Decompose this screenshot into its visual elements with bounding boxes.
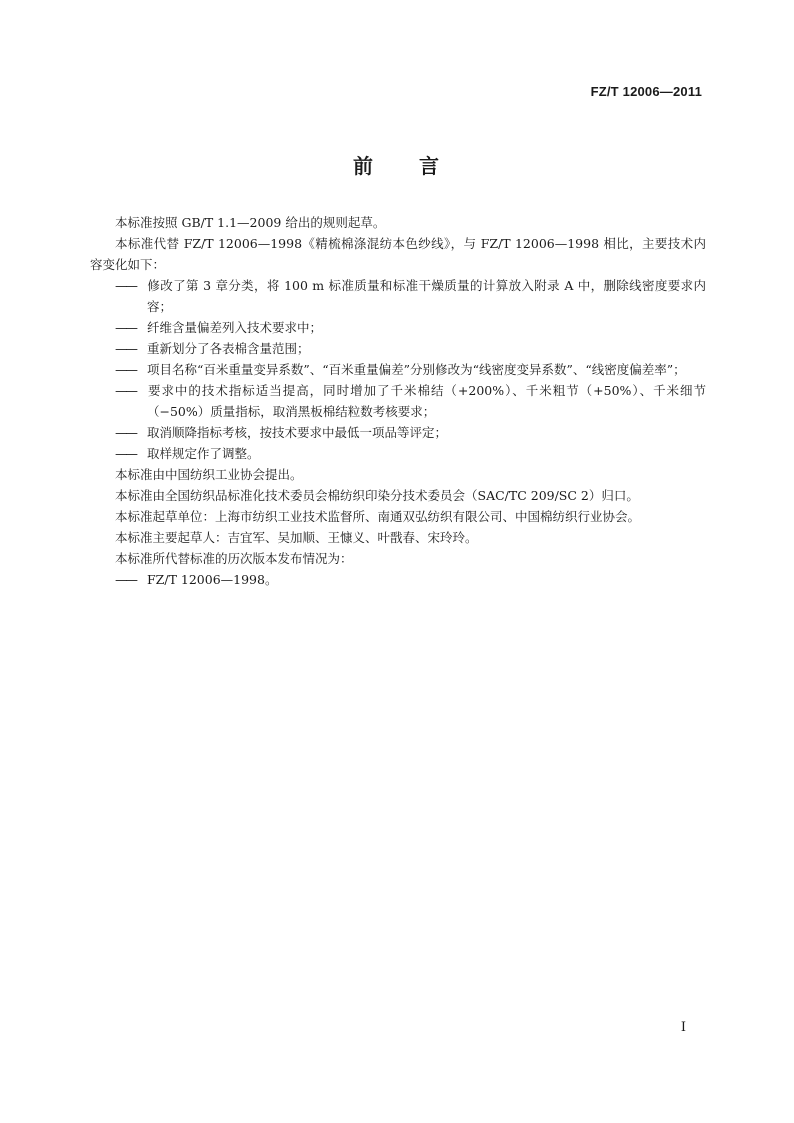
paragraph-replacement: 本标准代替 FZ/T 12006—1998《精梳棉涤混纺本色纱线》，与 FZ/T 12006—1998 相比，主要技术内容变化如下： [90, 236, 706, 272]
page-title [0, 150, 794, 179]
foreword-body [90, 212, 706, 590]
paragraph-history-intro: 本标准所代替标准的历次版本发布情况为： [115, 551, 353, 566]
change-item [90, 359, 706, 380]
history-item [90, 569, 706, 590]
dash-marker: —— [115, 425, 136, 440]
change-item [90, 338, 706, 359]
dash-marker: —— [115, 278, 136, 293]
change-item [90, 380, 706, 422]
change-item-text: 重新划分了各表棉含量范围； [147, 341, 310, 356]
history-item-text: FZ/T 12006—1998。 [147, 572, 278, 587]
change-item [90, 422, 706, 443]
change-item-text: 取样规定作了调整。 [147, 446, 260, 461]
title-char-1: 前 [353, 154, 375, 178]
change-item [90, 443, 706, 464]
page-number: I [680, 1020, 686, 1035]
dash-marker: —— [115, 383, 136, 398]
dash-marker: —— [115, 320, 136, 335]
change-item-text: 取消顺降指标考核，按技术要求中最低一项品等评定； [147, 425, 448, 440]
title-char-2: 言 [419, 154, 441, 178]
paragraph-committee: 本标准由全国纺织品标准化技术委员会棉纺织印染分技术委员会（SAC/TC 209/SC 2）归口。 [115, 488, 639, 503]
change-item-text: 项目名称“百米重量变异系数”、“百米重量偏差”分别修改为“线密度变异系数”、“线密度偏差率”； [147, 362, 686, 377]
paragraph-proposer: 本标准由中国纺织工业协会提出。 [115, 467, 303, 482]
change-item-text: 修改了第 3 章分类，将 100 m 标准质量和标准干燥质量的计算放入附录 A 中，删除线密度要求内容； [147, 278, 706, 314]
change-item [90, 317, 706, 338]
dash-marker: —— [115, 362, 136, 377]
change-item [90, 275, 706, 317]
paragraph-drafting-units: 本标准起草单位：上海市纺织工业技术监督所、南通双弘纺织有限公司、中国棉纺织行业协会。 [115, 509, 641, 524]
change-item-text: 要求中的技术指标适当提高，同时增加了千米棉结（+200%）、千米粗节（+50%）、千米细节（−50%）质量指标，取消黑板棉结粒数考核要求； [147, 383, 706, 419]
dash-marker: —— [115, 446, 136, 461]
paragraph-drafting-rules: 本标准按照 GB/T 1.1—2009 给出的规则起草。 [115, 215, 386, 230]
standard-code: FZ/T 12006—2011 [590, 84, 702, 99]
paragraph-drafters: 本标准主要起草人：吉宜军、吴加顺、王慷义、叶戬春、宋玲玲。 [115, 530, 478, 545]
change-item-text: 纤维含量偏差列入技术要求中； [147, 320, 323, 335]
dash-marker: —— [115, 341, 136, 356]
dash-marker: —— [115, 572, 136, 587]
